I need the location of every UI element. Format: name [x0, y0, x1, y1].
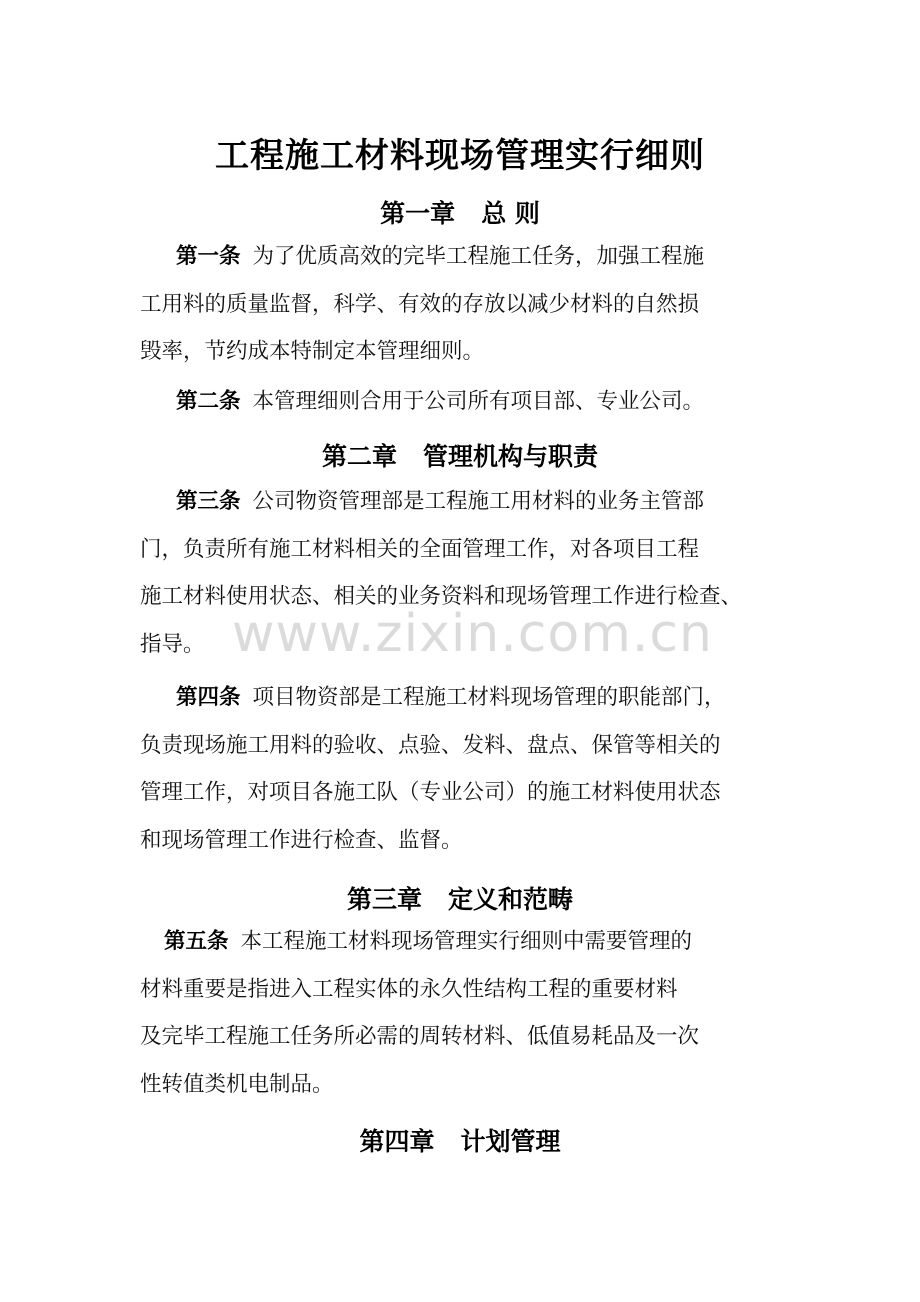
article-5-line-2: 材料重要是指进入工程实体的永久性结构工程的重要材料: [140, 976, 678, 1002]
article-5-label: 第五条: [164, 929, 229, 954]
article-2-label: 第二条: [176, 389, 241, 414]
document-title: 工程施工材料现场管理实行细则: [215, 136, 705, 176]
article-2-text-1: 本管理细则合用于公司所有项目部、专业公司。: [252, 389, 705, 414]
article-1-line-2: 工用料的质量监督，科学、有效的存放以减少材料的自然损: [140, 291, 700, 317]
article-4-line-1: [140, 674, 800, 722]
article-1: [140, 233, 800, 376]
article-1-line-3: 毁率，节约成本特制定本管理细则。: [140, 339, 485, 364]
chapter-1-heading: 第一章 总 则: [380, 199, 540, 228]
article-1-line-1: [140, 233, 800, 281]
chapter-3-heading: 第三章 定义和范畴: [346, 885, 574, 914]
article-3-line-2: 门，负责所有施工材料相关的全面管理工作，对各项目工程: [140, 536, 700, 562]
article-4-line-4: 和现场管理工作进行检查、监督。: [140, 827, 463, 853]
article-5-line-4: 性转值类机电制品。: [140, 1071, 334, 1097]
article-1-text-1: 为了优质高效的完毕工程施工任务，加强工程施: [252, 244, 705, 269]
article-3-label: 第三条: [176, 489, 241, 514]
article-4-line-3: 管理工作，对项目各施工队（专业公司）的施工材料使用状态: [140, 780, 721, 805]
article-5-line-1: [140, 918, 800, 966]
article-5-text-1: 本工程施工材料现场管理实行细则中需要管理的: [240, 929, 693, 954]
article-4-line-2: 负责现场施工用料的验收、点验、发料、盘点、保管等相关的: [140, 732, 721, 758]
article-3-line-4: 指导。: [140, 631, 205, 657]
article-4-text-1: 项目物资部是工程施工材料现场管理的职能部门，: [252, 685, 726, 710]
article-2-line-1: [140, 378, 800, 426]
chapter-2-heading: 第二章 管理机构与职责: [321, 442, 599, 471]
chapter-4-heading: 第四章 计划管理: [359, 1127, 561, 1156]
article-3-line-3: 施工材料使用状态、相关的业务资料和现场管理工作进行检查、: [140, 584, 743, 609]
article-2: [140, 378, 800, 426]
article-5-line-3: 及完毕工程施工任务所必需的周转材料、低值易耗品及一次: [140, 1024, 700, 1049]
article-1-label: 第一条: [176, 244, 241, 269]
article-3-text-1: 公司物资管理部是工程施工用材料的业务主管部: [252, 489, 705, 514]
article-4-label: 第四条: [176, 685, 241, 710]
watermark: www.zixin.com.cn: [232, 604, 713, 664]
article-5: [140, 918, 800, 1108]
article-3-line-1: [140, 478, 800, 526]
article-4: [140, 674, 800, 864]
